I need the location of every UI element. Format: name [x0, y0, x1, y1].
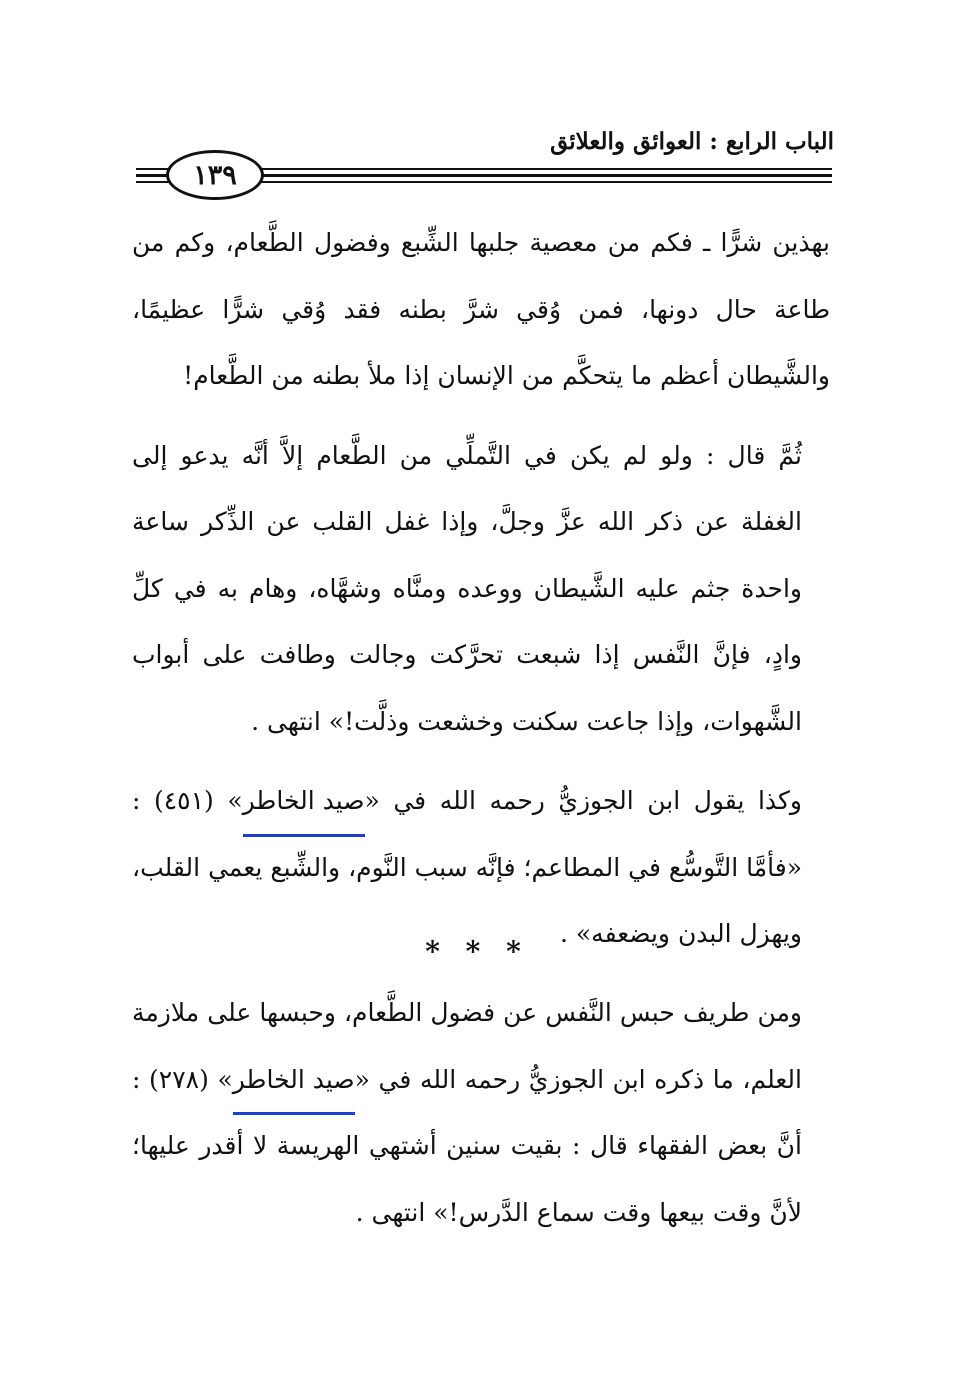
source-title-link[interactable]: صيد الخاطر [243, 768, 365, 835]
page-number-badge [166, 150, 264, 200]
page-number: ١٣٩ [193, 159, 237, 191]
paragraph-4-text-after: » (٢٧٨) : أنَّ بعض الفقهاء قال : بقيت سنين أشتهي الهريسة لا أقدر عليها؛ لأنَّ وقت بيعها وقت سماع الدَّرس!» انتهى . [132, 1064, 802, 1227]
body-text-bottom [132, 980, 830, 1246]
paragraph-1-text: بهذين شرًّا ـ فكم من معصية جلبها الشِّبع وفضول الطَّعام، وكم من طاعة حال دونها، فمن وُقي شرَّ بطنه فقد وُقي شرًّا عظيمًا، والشَّيطان أعظم ما يتحكَّم من الإنسان إذا ملأ بطنه من الطَّعام! [132, 228, 830, 390]
paragraph-2-text: ثُمَّ قال : ولو لم يكن في التَّملِّي من الطَّعام إلاَّ أنَّه يدعو إلى الغفلة عن ذكر الله عزَّ وجلَّ، وإذا غفل القلب عن الذِّكر ساعة واحدة جثم عليه الشَّيطان ووعده ومنَّاه وشهَّاه، وهام به في كلِّ وادٍ، فإنَّ النَّفس إذا شبعت تحرَّكت وجالت وطافت على أبواب الشَّهوات، وإذا جاعت سكنت وخشعت وذلَّت!» انتهى . [132, 440, 802, 736]
paragraph-4 [132, 980, 830, 1246]
paragraph-4-text-before: ومن طريف حبس النَّفس عن فضول الطَّعام، وحبسها على ملازمة العلم، ما ذكره ابن الجوزيُّ رحمه الله في « [132, 998, 802, 1094]
body-text-top [132, 210, 830, 968]
paragraph-2 [132, 423, 830, 756]
paragraph-1 [132, 210, 830, 410]
paragraph-3-text-before: وكذا يقول ابن الجوزيُّ رحمه الله في « [364, 786, 802, 815]
running-title: الباب الرابع : العوائق والعلائق [550, 128, 834, 155]
section-separator: * * * [425, 935, 529, 968]
source-title-link[interactable]: صيد الخاطر [233, 1047, 355, 1114]
paragraph-3-text-after: » (٤٥١) : «فأمَّا التَّوسُّع في المطاعم؛ فإنَّه سبب النَّوم، والشِّبع يعمي القلب، ويهزل البدن ويضعفه» . [132, 786, 802, 948]
